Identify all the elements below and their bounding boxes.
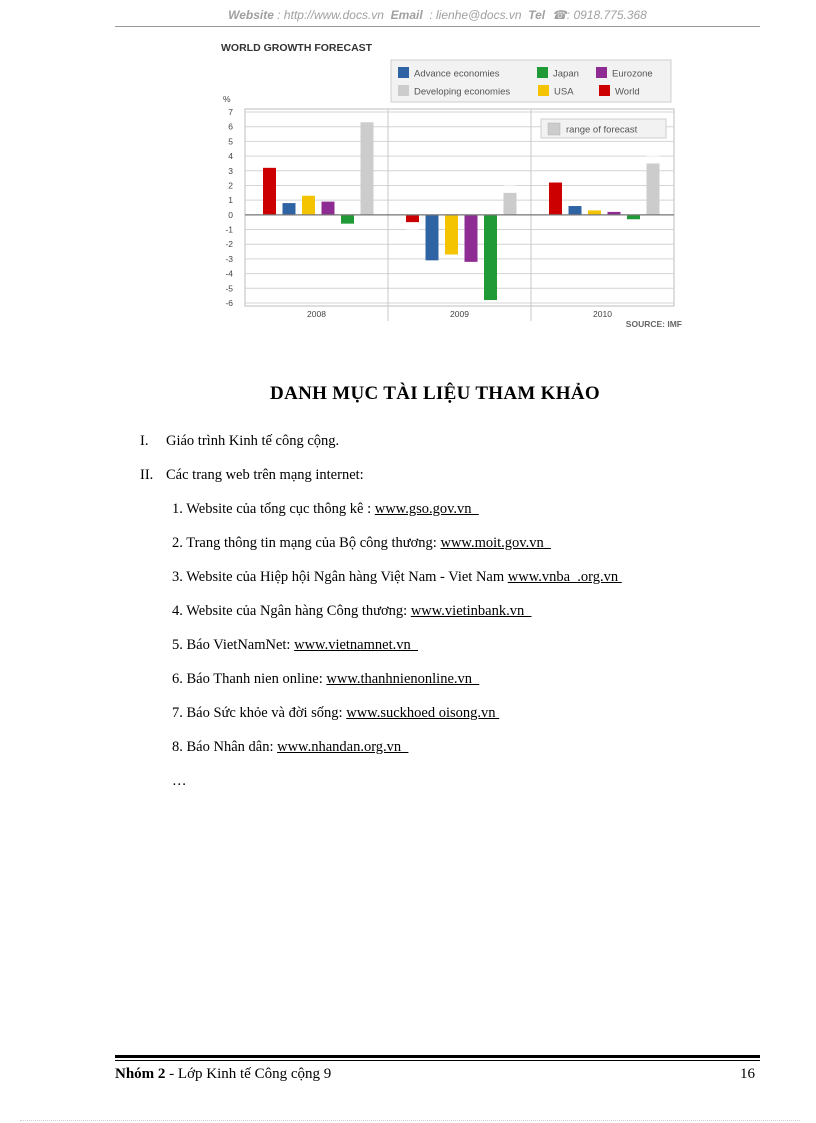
tel-value: ☎: 0918.775.368	[551, 8, 647, 22]
x-tick-label: 2010	[593, 309, 612, 319]
bar	[302, 196, 315, 215]
list-item	[172, 671, 479, 688]
footer-course-text: - Lớp Kinh tế Công cộng 9	[165, 1066, 332, 1082]
bar	[426, 215, 439, 261]
bar	[283, 203, 296, 215]
page-title: DANH MỤC TÀI LIỆU THAM KHẢO	[270, 383, 600, 404]
section-numeral: I.	[140, 433, 149, 449]
bar	[341, 215, 354, 224]
list-item	[172, 535, 551, 552]
y-tick-label: -6	[225, 298, 233, 308]
section-1	[140, 433, 339, 450]
forecast-range	[406, 222, 419, 231]
footer-course	[115, 1066, 331, 1083]
bar	[484, 215, 497, 300]
list-item-text: 1. Website của tổng cục thông kê :	[172, 501, 375, 517]
x-tick-label: 2009	[450, 309, 469, 319]
bar	[322, 202, 335, 215]
x-tick-label: 2008	[307, 309, 326, 319]
y-tick-label: 0	[228, 209, 233, 220]
y-tick-label: -5	[225, 283, 233, 294]
y-tick-label: 1	[228, 195, 233, 206]
bar	[465, 215, 478, 262]
chart-title: WORLD GROWTH FORECAST	[221, 42, 373, 54]
list-item	[172, 569, 622, 586]
forecast-range	[549, 175, 562, 182]
y-tick-label: 3	[228, 165, 233, 176]
list-item-text: 5. Báo VietNamNet:	[172, 637, 295, 653]
list-item	[172, 501, 479, 518]
legend-label: Advance economies	[414, 68, 500, 80]
forecast-range	[504, 180, 517, 193]
footer-group: Nhóm 2	[115, 1066, 166, 1082]
tel-label: Tel	[528, 8, 546, 22]
email-label: Email	[390, 8, 423, 22]
bar	[647, 163, 660, 214]
legend-swatch	[599, 85, 610, 96]
list-item-text: 6. Báo Thanh nien online:	[172, 671, 327, 687]
list-item	[172, 603, 532, 620]
link-suckhoe[interactable]: www.suckhoed oisong.vn	[346, 705, 500, 721]
bar	[445, 215, 458, 255]
chart-svg	[218, 38, 688, 338]
list-item-text: 8. Báo Nhân dân:	[172, 739, 278, 755]
list-item-text: 7. Báo Sức khỏe và đời sống:	[172, 705, 347, 721]
range-key-swatch	[548, 123, 560, 135]
list-item-text: 3. Website của Hiệp hội Ngân hàng Việt Nam - Viet Nam	[172, 569, 508, 585]
website-label: Website	[228, 8, 274, 22]
y-tick-label: 6	[228, 121, 233, 132]
bar	[504, 193, 517, 215]
legend-swatch	[596, 67, 607, 78]
y-tick-label: 5	[228, 136, 233, 147]
bar	[569, 206, 582, 215]
link-vnba[interactable]: www.vnba .org.vn	[507, 569, 622, 585]
page-header	[115, 8, 760, 27]
legend-swatch	[398, 67, 409, 78]
section-numeral: II.	[140, 467, 154, 483]
section-text: Giáo trình Kinh tế công cộng.	[166, 433, 340, 449]
list-ellipsis: …	[172, 773, 187, 789]
growth-chart	[218, 38, 688, 338]
email-value: : lienhe@docs.vn	[429, 8, 522, 22]
link-moit[interactable]: www.moit.gov.vn	[440, 535, 551, 551]
legend-label: Japan	[553, 68, 579, 80]
footer-rule-thin	[115, 1060, 760, 1061]
bar	[263, 168, 276, 215]
section-text: Các trang web trên mạng internet:	[166, 467, 364, 483]
list-item	[172, 739, 408, 756]
bar	[361, 122, 374, 215]
list-item	[172, 637, 418, 654]
y-tick-label: -2	[225, 239, 233, 250]
bottom-divider	[20, 1120, 800, 1121]
forecast-range	[426, 260, 439, 267]
y-tick-label: -3	[225, 253, 233, 264]
link-nhandan[interactable]: www.nhandan.org.vn	[277, 739, 409, 755]
range-key-label: range of forecast	[566, 124, 638, 136]
legend-swatch	[398, 85, 409, 96]
legend-label: Developing economies	[414, 86, 511, 98]
y-tick-label: -4	[225, 268, 233, 279]
legend-label: USA	[554, 86, 574, 98]
bar	[549, 183, 562, 215]
legend-label: Eurozone	[612, 68, 653, 80]
forecast-range	[647, 149, 660, 164]
y-tick-label: 4	[228, 151, 233, 162]
chart-source: SOURCE: IMF	[625, 319, 682, 329]
list-item-text: 4. Website của Ngân hàng Công thương:	[172, 603, 411, 619]
bar	[588, 210, 601, 214]
section-2	[140, 467, 364, 484]
list-item-text: 2. Trang thông tin mạng của Bộ công thương:	[172, 535, 441, 551]
link-gso[interactable]: www.gso.gov.vn	[374, 501, 479, 517]
link-vietnamnet[interactable]: www.vietnamnet.vn	[294, 637, 418, 653]
website-value: : http://www.docs.vn	[277, 8, 384, 22]
page-number: 16	[740, 1066, 755, 1082]
legend-label: World	[615, 86, 640, 98]
bar	[406, 215, 419, 222]
footer-rule	[115, 1055, 760, 1058]
y-tick-label: 7	[228, 107, 233, 117]
legend-swatch	[537, 67, 548, 78]
y-tick-label: -1	[225, 224, 233, 235]
y-axis-label: %	[223, 94, 231, 104]
link-thanhnien[interactable]: www.thanhnienonline.vn	[326, 671, 480, 687]
legend-swatch	[538, 85, 549, 96]
link-vietinbank[interactable]: www.vietinbank.vn	[410, 603, 532, 619]
y-tick-label: 2	[228, 180, 233, 191]
bar	[627, 215, 640, 219]
list-item	[172, 705, 499, 722]
